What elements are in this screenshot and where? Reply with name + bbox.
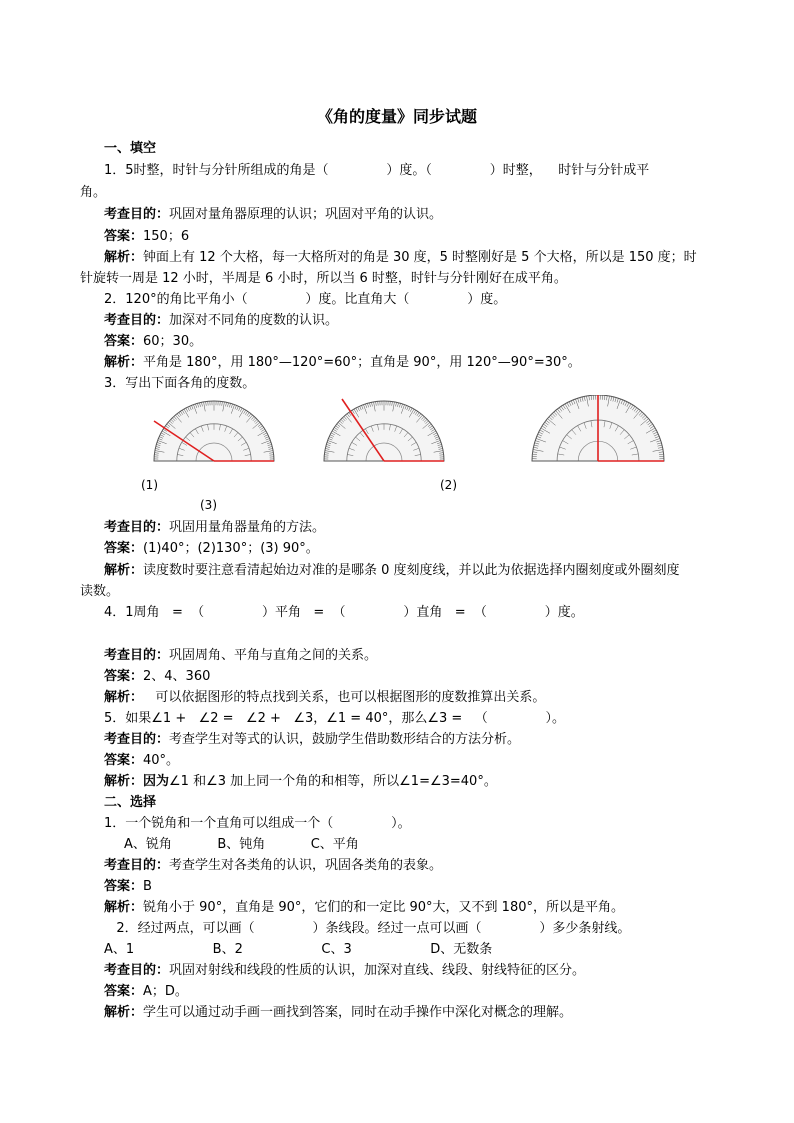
- q3-analysis: 解析：读度数时要注意看清起始边对准的是哪条 0 度刻度线，并以此为依据选择内圈刻度或外圈刻度: [104, 563, 680, 578]
- q4-purpose: 考查目的：巩固周角、平角与直角之间的关系。: [104, 648, 378, 663]
- c2-analysis: 解析：学生可以通过动手画一画找到答案，同时在动手操作中深化对概念的理解。: [104, 1005, 573, 1020]
- figure-caption-2: (2): [440, 478, 457, 492]
- q1-text: 1．5时整，时针与分针所组成的角是（ ）度。（ ）时整， 时针与分针成平: [104, 163, 650, 178]
- c1-answer: 答案：B: [104, 879, 152, 894]
- q1-answer: 答案：150；6: [104, 229, 190, 244]
- c2-purpose: 考查目的：巩固对射线和线段的性质的认识，加深对直线、线段、射线特征的区分。: [104, 963, 586, 978]
- q2-analysis: 解析：平角是 180°，用 180°—120°=60°；直角是 90°，用 120°—90°=30°。: [104, 355, 581, 370]
- q5-answer: 答案：40°。: [104, 753, 180, 768]
- c1-options: A、锐角 B、钝角 C、平角: [124, 837, 359, 852]
- q5-text: 5．如果∠1 + ∠2 = ∠2 + ∠3，∠1 = 40°，那么∠3 = （ ）。: [104, 711, 566, 726]
- q4-analysis: 解析： 可以依据图形的特点找到关系，也可以根据图形的度数推算出关系。: [104, 690, 546, 705]
- c1-analysis: 解析：锐角小于 90°，直角是 90°，它们的和一定比 90°大，又不到 180°，所以是平角。: [104, 900, 624, 915]
- c2-options: A、1 B、2 C、3 D、无数条: [104, 942, 493, 957]
- q2-purpose: 考查目的：加深对不同角的度数的认识。: [104, 313, 339, 328]
- figure-caption-3: (3): [200, 498, 217, 512]
- q2-answer: 答案：60；30。: [104, 334, 203, 349]
- analysis-label: 解析：: [104, 250, 144, 265]
- q5-analysis: 解析：因为∠1 和∠3 加上同一个角的和相等，所以∠1=∠3=40°。: [104, 774, 497, 789]
- q1-text-cont: 角。: [80, 185, 107, 200]
- answer-label: 答案：: [104, 229, 144, 244]
- q3-answer: 答案：(1)40°；(2)130°；(3) 90°。: [104, 541, 319, 556]
- q1-analysis-cont: 针旋转一周是 12 小时，半周是 6 小时，所以当 6 时整，时针与分针刚好在成平角。: [80, 271, 567, 286]
- protractor-3-figure: [528, 395, 668, 467]
- q4-answer: 答案：2、4、360: [104, 669, 211, 684]
- c2-answer: 答案：A；D。: [104, 984, 188, 999]
- q3-analysis-cont: 读数。: [80, 584, 120, 599]
- section-fill-in: 一、填空: [104, 141, 157, 156]
- page-title: 《角的度量》同步试题: [316, 107, 477, 126]
- q4-text: 4．1周角 = （ ）平角 = （ ）直角 = （ ）度。: [104, 605, 584, 620]
- protractor-2-figure: [322, 395, 446, 467]
- figure-caption-1: (1): [141, 478, 158, 492]
- purpose-label: 考查目的：: [104, 207, 170, 222]
- q3-text: 3．写出下面各角的度数。: [104, 376, 256, 391]
- c1-text: 1．一个锐角和一个直角可以组成一个（ ）。: [104, 816, 411, 831]
- section-choice: 二、选择: [104, 795, 157, 810]
- q5-purpose: 考查目的：考查学生对等式的认识，鼓励学生借助数形结合的方法分析。: [104, 732, 521, 747]
- q3-purpose: 考查目的：巩固用量角器量角的方法。: [104, 520, 326, 535]
- q2-text: 2．120°的角比平角小（ ）度。比直角大（ ）度。: [104, 292, 507, 307]
- q1-purpose: 考查目的：巩固对量角器原理的认识；巩固对平角的认识。: [104, 207, 443, 222]
- c2-text: 2．经过两点，可以画（ ）条线段。经过一点可以画（ ）多少条射线。: [104, 921, 631, 936]
- protractor-1-figure: [152, 395, 276, 467]
- c1-purpose: 考查目的：考查学生对各类角的认识，巩固各类角的表象。: [104, 858, 443, 873]
- q1-analysis: 解析：钟面上有 12 个大格，每一大格所对的角是 30 度，5 时整刚好是 5 个大格，所以是 150 度；时: [104, 250, 697, 265]
